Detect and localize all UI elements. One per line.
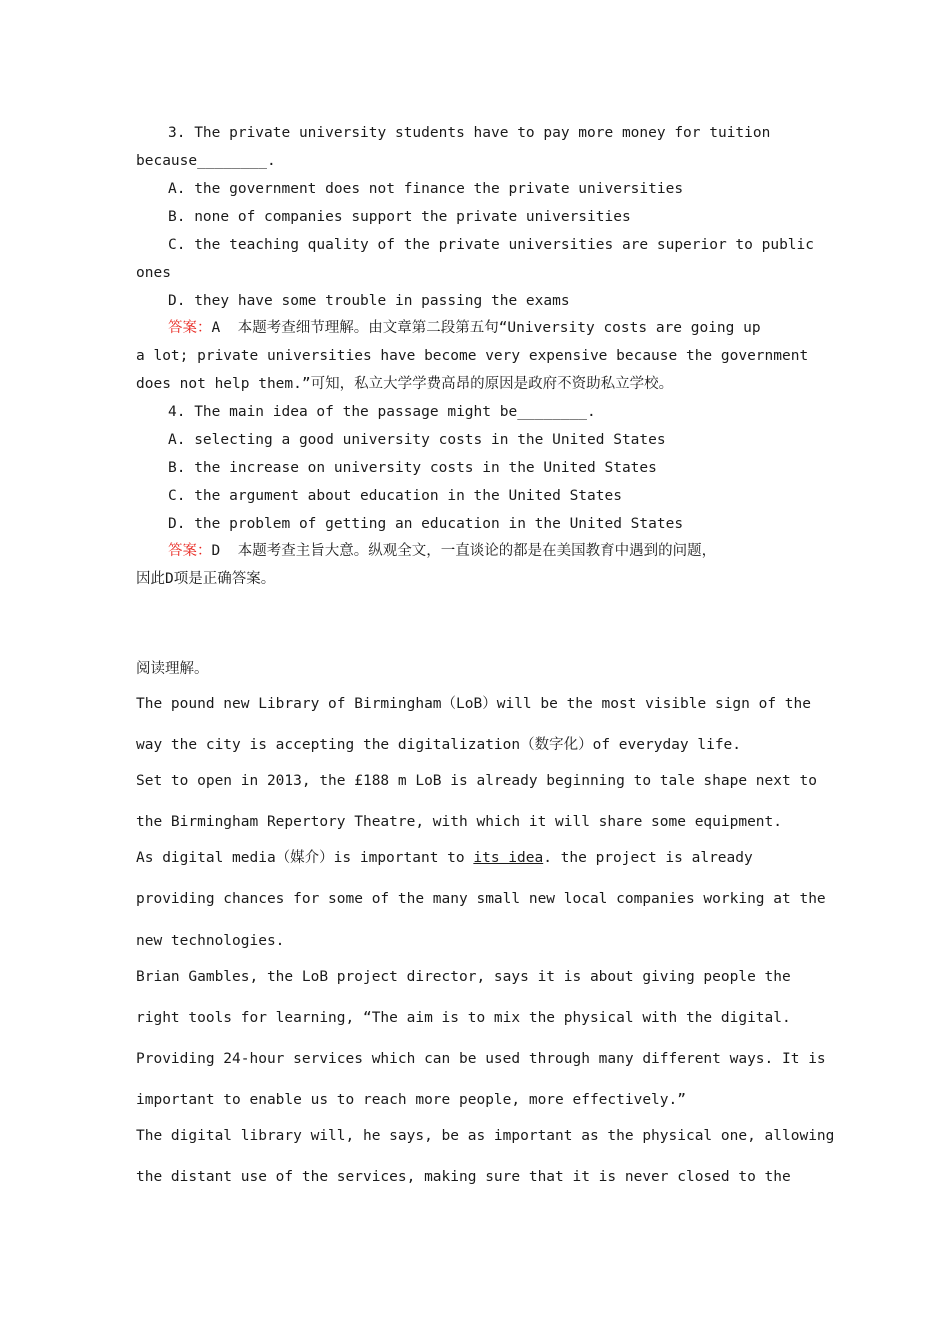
q4-answer bbox=[168, 541, 716, 561]
q3-stem-cont: because________. bbox=[136, 153, 276, 169]
passage-line: providing chances for some of the many small new local companies working at the bbox=[136, 891, 826, 907]
passage-line: new technologies. bbox=[136, 933, 285, 949]
q4-option-c: C. the argument about education in the United States bbox=[168, 488, 622, 504]
q3-option-c: C. the teaching quality of the private universities are superior to public bbox=[168, 237, 815, 253]
passage-text: As digital media（媒介）is important to bbox=[136, 850, 474, 866]
q4-option-d: D. the problem of getting an education in the United States bbox=[168, 516, 684, 532]
q3-answer-cont-1: a lot; private universities have become very expensive because the government bbox=[136, 348, 809, 364]
q3-answer bbox=[168, 318, 761, 338]
q3-option-d: D. they have some trouble in passing the exams bbox=[168, 293, 570, 309]
q3-answer-text: A 本题考查细节理解。由文章第二段第五句“University costs are going up bbox=[211, 320, 761, 336]
q4-option-a: A. selecting a good university costs in the United States bbox=[168, 432, 666, 448]
passage-line bbox=[136, 848, 753, 868]
answer-label: 答案： bbox=[168, 543, 212, 559]
passage-line: Brian Gambles, the LoB project director, says it is about giving people the bbox=[136, 969, 791, 985]
q4-answer-text: D 本题考查主旨大意。纵观全文，一直谈论的都是在美国教育中遇到的问题， bbox=[211, 543, 717, 559]
passage-line: right tools for learning, “The aim is to mix the physical with the digital. bbox=[136, 1010, 791, 1026]
q4-answer-cont: 因此D项是正确答案。 bbox=[136, 571, 276, 587]
q3-option-a: A. the government does not finance the private universities bbox=[168, 181, 684, 197]
underlined-phrase: its idea bbox=[473, 850, 544, 866]
passage-text: . the project is already bbox=[543, 850, 753, 866]
passage-line: The pound new Library of Birmingham（LoB）will be the most visible sign of the bbox=[136, 696, 812, 712]
passage-line: Providing 24-hour services which can be used through many different ways. It is bbox=[136, 1051, 826, 1067]
passage-line: way the city is accepting the digitalization（数字化）of everyday life. bbox=[136, 737, 742, 753]
q4-option-b: B. the increase on university costs in the United States bbox=[168, 460, 657, 476]
passage-line: the distant use of the services, making sure that it is never closed to the bbox=[136, 1169, 791, 1185]
q3-option-c-cont: ones bbox=[136, 265, 171, 281]
passage-line: Set to open in 2013, the £188 m LoB is already beginning to tale shape next to bbox=[136, 773, 817, 789]
reading-heading: 阅读理解。 bbox=[136, 661, 209, 677]
q3-stem: 3. The private university students have to pay more money for tuition bbox=[168, 125, 771, 141]
q4-stem: 4. The main idea of the passage might be________. bbox=[168, 404, 596, 420]
passage-line: important to enable us to reach more people, more effectively.” bbox=[136, 1092, 686, 1108]
passage-line: The digital library will, he says, be as important as the physical one, allowing bbox=[136, 1128, 835, 1144]
answer-label: 答案： bbox=[168, 320, 212, 336]
q3-answer-cont-2: does not help them.”可知，私立大学学费高昂的原因是政府不资助私立学校。 bbox=[136, 376, 674, 392]
passage-line: the Birmingham Repertory Theatre, with which it will share some equipment. bbox=[136, 814, 783, 830]
q3-option-b: B. none of companies support the private universities bbox=[168, 209, 631, 225]
